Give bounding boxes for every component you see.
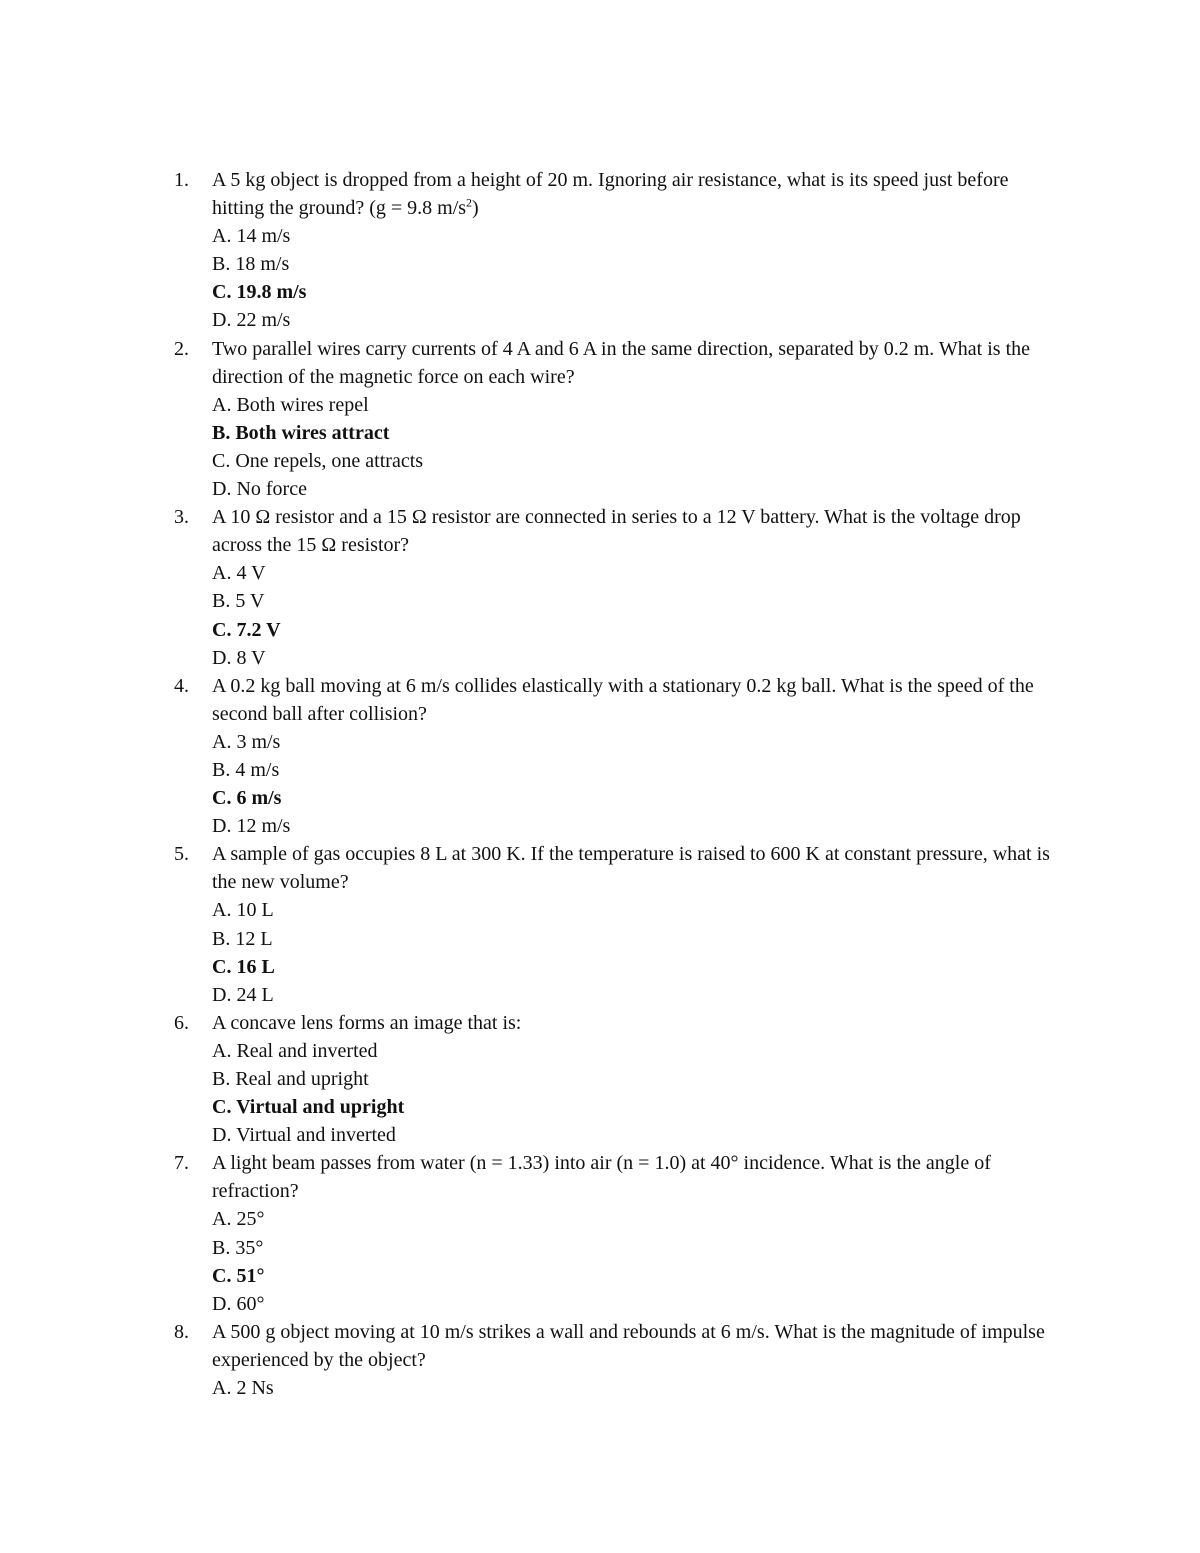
question-1 <box>0 166 1200 335</box>
answer-option: A. 25° <box>212 1208 265 1231</box>
answer-option: B. 12 L <box>212 927 273 950</box>
question-number: 7. <box>174 1152 189 1175</box>
question-5 <box>0 840 1200 1009</box>
answer-option: D. 60° <box>212 1292 265 1315</box>
answer-option: D. 12 m/s <box>212 815 291 838</box>
question-list <box>0 166 1200 1402</box>
question-text: A 500 g object moving at 10 m/s strikes a wall and rebounds at 6 m/s. What is the magnitude of impulse experienced by the object? <box>212 1320 1045 1371</box>
answer-option: D. 24 L <box>212 983 274 1006</box>
answer-option-correct: C. 7.2 V <box>212 618 281 641</box>
answer-option-correct: C. 19.8 m/s <box>212 281 307 304</box>
answer-option: A. 10 L <box>212 899 274 922</box>
answer-option-correct: C. 51° <box>212 1264 265 1287</box>
answer-option: D. Virtual and inverted <box>212 1124 396 1147</box>
question-2 <box>0 335 1200 504</box>
question-4 <box>0 672 1200 841</box>
answer-option-correct: C. 6 m/s <box>212 787 282 810</box>
answer-option: B. 35° <box>212 1236 264 1259</box>
answer-option: A. 4 V <box>212 562 266 585</box>
question-text: A 5 kg object is dropped from a height of 20 m. Ignoring air resistance, what is its speed just before hitting the ground? (g = 9.8 $m/s^2$) <box>212 169 1009 220</box>
answer-option: B. 18 m/s <box>212 253 290 276</box>
question-text: A 0.2 kg ball moving at 6 m/s collides elastically with a stationary 0.2 kg ball. What is the speed of the second ball after collision? <box>212 674 1034 725</box>
question-number: 3. <box>174 506 189 529</box>
question-3 <box>0 503 1200 672</box>
answer-option: D. 8 V <box>212 646 266 669</box>
question-number: 5. <box>174 843 189 866</box>
answer-option: A. 14 m/s <box>212 225 291 248</box>
answer-option-correct: C. 16 L <box>212 955 275 978</box>
question-number: 4. <box>174 674 189 697</box>
question-number: 2. <box>174 337 189 360</box>
question-text: A light beam passes from water (n = 1.33) into air (n = 1.0) at 40° incidence. What is the angle of refraction? <box>212 1152 991 1203</box>
question-text: A sample of gas occupies 8 L at 300 K. If the temperature is raised to 600 K at constant pressure, what is the new volume? <box>212 843 1050 894</box>
answer-option: A. 2 Ns <box>212 1377 274 1400</box>
question-number: 6. <box>174 1011 189 1034</box>
answer-option: D. 22 m/s <box>212 309 291 332</box>
question-text: A concave lens forms an image that is: <box>212 1011 522 1034</box>
question-8 <box>0 1318 1200 1402</box>
question-6 <box>0 1009 1200 1149</box>
answer-option-correct: B. Both wires attract <box>212 421 390 444</box>
question-7 <box>0 1149 1200 1318</box>
answer-option: B. Real and upright <box>212 1068 369 1090</box>
question-text: A 10 Ω resistor and a 15 Ω resistor are connected in series to a 12 V battery. What is the voltage drop across the 15 Ω resistor? <box>212 506 1021 557</box>
answer-option: B. 5 V <box>212 590 265 613</box>
answer-option: A. 3 m/s <box>212 730 281 753</box>
question-number: 1. <box>174 169 189 191</box>
question-number: 8. <box>174 1320 189 1343</box>
answer-option: D. No force <box>212 478 307 501</box>
answer-option: A. Both wires repel <box>212 393 369 416</box>
answer-option: C. One repels, one attracts <box>212 449 424 472</box>
question-text: Two parallel wires carry currents of 4 A and 6 A in the same direction, separated by 0.2 m. What is the direction of the magnetic force on each wire? <box>212 337 1030 388</box>
answer-option-correct: C. Virtual and upright <box>212 1096 405 1119</box>
answer-option: B. 4 m/s <box>212 758 280 781</box>
answer-option: A. Real and inverted <box>212 1039 378 1062</box>
